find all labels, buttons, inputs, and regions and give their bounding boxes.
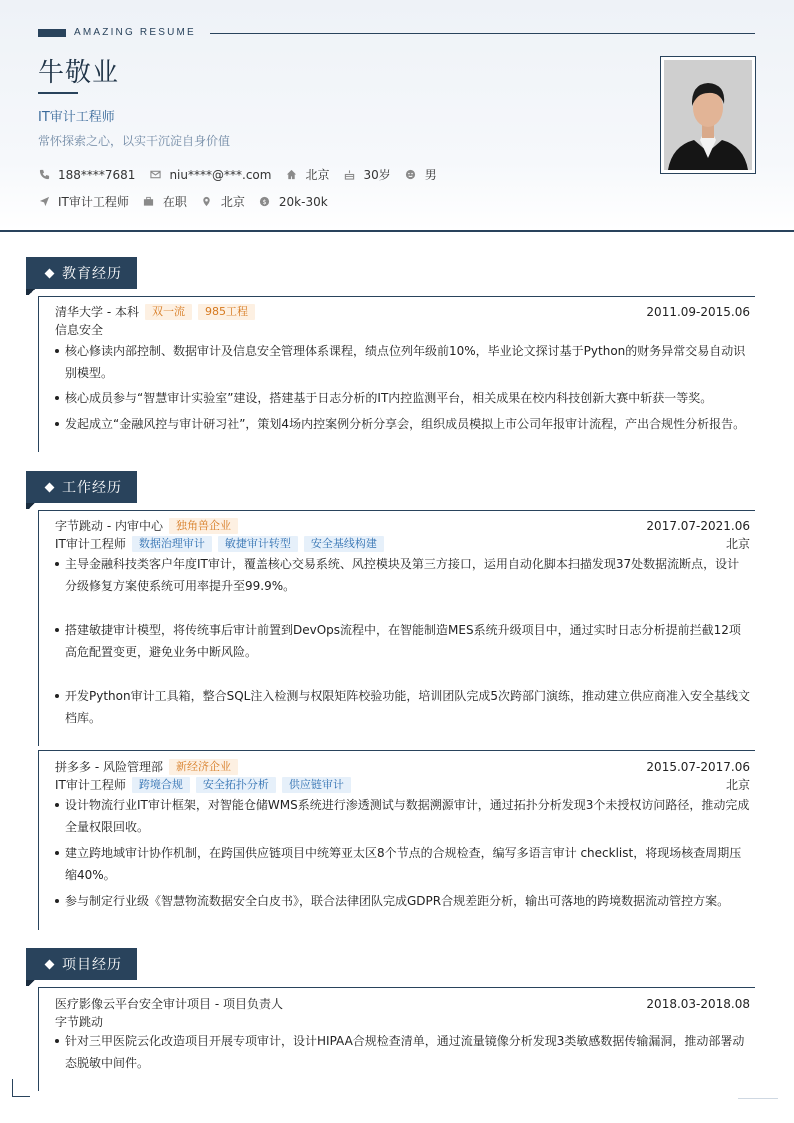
corner-rule <box>738 1098 778 1099</box>
svg-text:$: $ <box>262 197 267 206</box>
info-home <box>285 166 329 183</box>
list-item: 设计物流行业IT审计框架，对智能仓储WMS系统进行渗透测试与数据溯源审计，通过拓扑分析发现3个未授权访问路径，推动完成全量权限回收。 <box>55 794 751 838</box>
skill-tag: 敏捷审计转型 <box>218 536 298 552</box>
mail-icon <box>149 169 161 181</box>
phone-text: 188****7681 <box>58 167 136 182</box>
list-item: 发起成立“金融风控与审计研习社”，策划4场内控案例分析分享会，组织成员模拟上市公司年报审计流程，产出合规性分析报告。 <box>55 413 751 435</box>
skill-tag: 安全基线构建 <box>304 536 384 552</box>
list-item: 主导金融科技类客户年度IT审计，覆盖核心交易系统、风控模块及第三方接口，运用自动化脚本扫描发现37处数据流断点，设计分级修复方案使系统可用率提升至99.9%。 <box>55 553 751 597</box>
skill-tag: 供应链审计 <box>282 777 351 793</box>
name-underline <box>38 92 78 94</box>
intent-text: IT审计工程师 <box>58 195 129 209</box>
education-date: 2011.09-2015.06 <box>646 304 750 319</box>
info-age <box>343 166 390 183</box>
salary-text: 20k-30k <box>278 194 328 209</box>
email-text: niu****@***.com <box>169 167 272 182</box>
info-intent <box>38 193 129 210</box>
corner-mark <box>12 1079 30 1097</box>
gender-text: 男 <box>424 168 437 182</box>
ribbon-fold <box>26 503 38 509</box>
section-title: 教育经历 <box>62 266 122 282</box>
motto: 常怀探索之心，以实干沉淀自身价值 <box>38 134 231 148</box>
company-name: 拼多多 - 风险管理部 <box>55 760 163 774</box>
company-name: 字节跳动 - 内审中心 <box>55 519 163 533</box>
role-name: IT审计工程师 <box>55 537 126 551</box>
work-city: 北京 <box>725 537 750 551</box>
list-item: 核心成员参与“智慧审计实验室”建设，搭建基于日志分析的IT内控监测平台，相关成果在校内科技创新大赛中斩获一等奖。 <box>55 387 751 409</box>
project-name: 医疗影像云平台安全审计项目 - 项目负责人 <box>55 997 283 1011</box>
project-header-row <box>55 995 750 1012</box>
diamond-icon <box>45 959 55 969</box>
info-phone <box>38 168 135 182</box>
diamond-icon <box>45 482 55 492</box>
list-item: 参与制定行业级《智慧物流数据安全白皮书》，联合法律团队完成GDPR合规差距分析，输出可落地的跨境数据流动管控方案。 <box>55 890 751 912</box>
work-header-row <box>55 758 750 775</box>
company-tag: 新经济企业 <box>169 759 238 775</box>
section-title: 项目经历 <box>62 957 122 973</box>
diamond-icon <box>45 268 55 278</box>
info-status <box>143 193 187 210</box>
profile-photo <box>660 56 756 174</box>
section-header-education <box>26 257 137 289</box>
work-city: 北京 <box>725 778 750 792</box>
list-item: 搭建敏捷审计模型，将传统事后审计前置到DevOps流程中，在智能制造MES系统升级项目中，通过实时日志分析提前拦截12项高危配置变更，避免业务中断风险。 <box>55 619 751 663</box>
company-tag: 独角兽企业 <box>169 518 238 534</box>
briefcase-icon <box>143 196 155 208</box>
skill-tag: 数据治理审计 <box>132 536 212 552</box>
status-text: 在职 <box>162 195 187 209</box>
location-text: 北京 <box>220 195 245 209</box>
list-item: 核心修读内部控制、数据审计及信息安全管理体系课程，绩点位列年级前10%，毕业论文探讨基于Python的财务异常交易自动识别模型。 <box>55 340 751 384</box>
info-email <box>149 168 271 182</box>
top-label: AMAZING RESUME <box>74 27 196 38</box>
info-row-1 <box>38 166 451 183</box>
send-icon <box>38 196 50 208</box>
age-text: 30岁 <box>363 168 391 182</box>
work-role-row <box>55 776 750 793</box>
home-icon <box>285 169 297 181</box>
top-accent-bar <box>38 29 66 37</box>
info-salary <box>259 195 328 209</box>
location-icon <box>201 196 213 208</box>
work-header-row <box>55 517 750 534</box>
section-header-project <box>26 948 137 980</box>
project-org: 字节跳动 <box>55 1015 104 1029</box>
ribbon-fold <box>26 980 38 986</box>
skill-tag: 跨境合规 <box>132 777 190 793</box>
info-gender <box>405 166 437 183</box>
school-tag: 985工程 <box>198 304 255 320</box>
skill-tag: 安全拓扑分析 <box>196 777 276 793</box>
work-role-row <box>55 535 750 552</box>
section-header-work <box>26 471 137 503</box>
ribbon-fold <box>26 289 38 295</box>
education-major-row <box>55 321 750 338</box>
school-tag: 双一流 <box>145 304 192 320</box>
top-rule <box>210 33 755 34</box>
info-row-2 <box>38 193 342 210</box>
school-name: 清华大学 - 本科 <box>55 305 139 319</box>
major: 信息安全 <box>55 323 104 337</box>
info-location <box>201 193 245 210</box>
list-item: 针对三甲医院云化改造项目开展专项审计，设计HIPAA合规检查清单，通过流量镜像分析发现3类敏感数据传输漏洞，推动部署动态脱敏中间件。 <box>55 1030 751 1074</box>
section-title: 工作经历 <box>62 480 122 496</box>
home-text: 北京 <box>305 168 330 182</box>
project-date: 2018.03-2018.08 <box>646 996 750 1011</box>
money-icon <box>259 196 271 208</box>
job-title: IT审计工程师 <box>38 110 115 125</box>
phone-icon <box>38 169 50 181</box>
list-item: 开发Python审计工具箱，整合SQL注入检测与权限矩阵校验功能，培训团队完成5次跨部门演练，推动建立供应商准入安全基线文档库。 <box>55 685 751 729</box>
list-item: 建立跨地域审计协作机制，在跨国供应链项目中统筹亚太区8个节点的合规检查，编写多语言审计 checklist，将现场核查周期压缩40%。 <box>55 842 751 886</box>
project-org-row <box>55 1013 750 1030</box>
role-name: IT审计工程师 <box>55 778 126 792</box>
education-header-row <box>55 303 750 320</box>
work-date: 2015.07-2017.06 <box>646 759 750 774</box>
cake-icon <box>343 169 355 181</box>
work-date: 2017.07-2021.06 <box>646 518 750 533</box>
candidate-name: 牛敬业 <box>38 58 120 88</box>
person-icon <box>405 169 417 181</box>
